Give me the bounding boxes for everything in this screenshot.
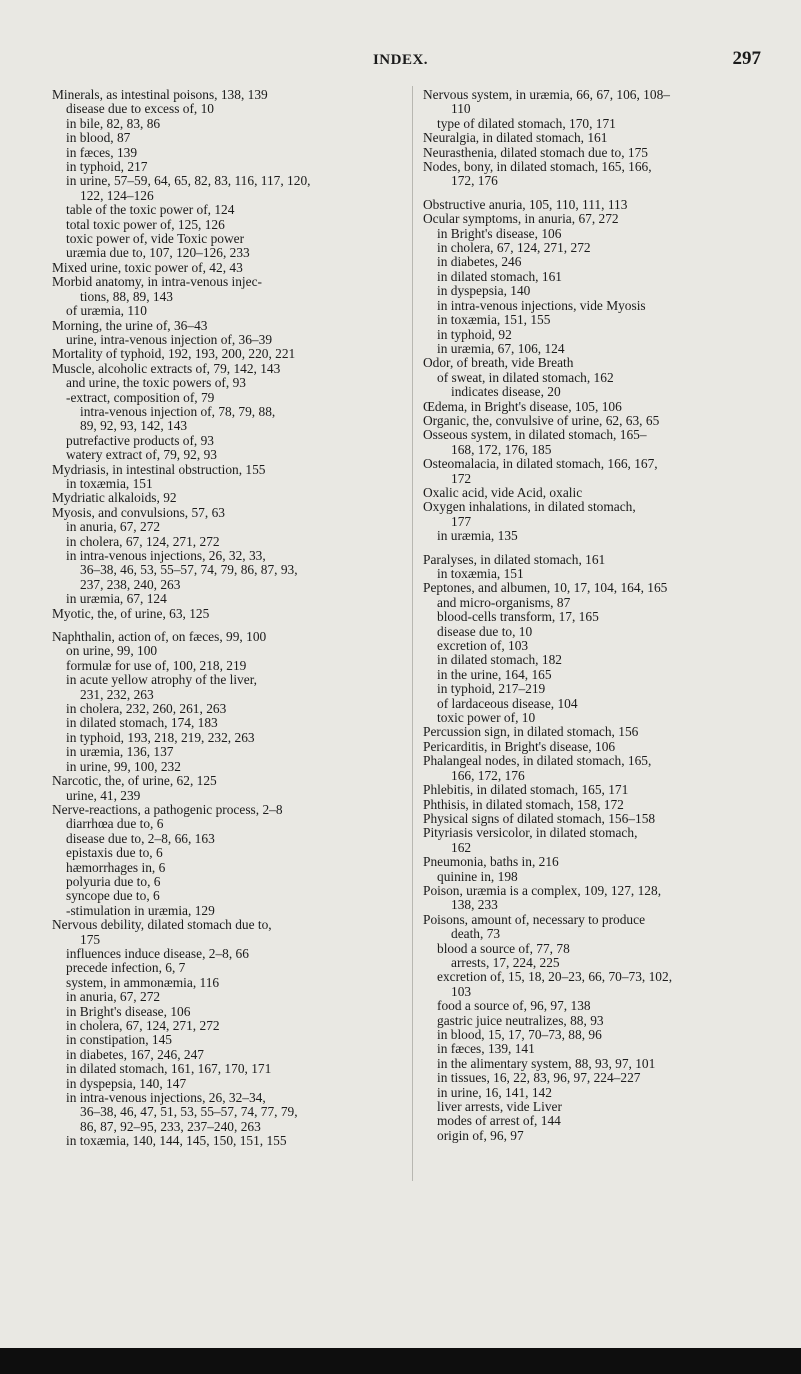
index-subentry: death, 73 bbox=[451, 926, 501, 942]
index-entry: Nerve-reactions, a pathogenic process, 2–8 bbox=[52, 801, 283, 817]
index-subentry: 237, 238, 240, 263 bbox=[80, 576, 181, 592]
index-subentry: 172 bbox=[451, 470, 472, 486]
index-entry: Mydriasis, in intestinal obstruction, 155 bbox=[52, 461, 266, 477]
index-entry: Poisons, amount of, necessary to produce bbox=[423, 911, 646, 927]
index-subentry: disease due to, 10 bbox=[437, 623, 533, 639]
index-subentry: in Bright's disease, 106 bbox=[437, 225, 562, 241]
index-subentry: in urine, 16, 141, 142 bbox=[437, 1084, 552, 1100]
index-subentry: disease due to, 2–8, 66, 163 bbox=[66, 830, 215, 846]
index-subentry: -stimulation in uræmia, 129 bbox=[66, 902, 215, 918]
index-entry: Mydriatic alkaloids, 92 bbox=[52, 490, 177, 506]
index-entry: Poison, uræmia is a complex, 109, 127, 128, bbox=[423, 882, 662, 898]
index-subentry: formulæ for use of, 100, 218, 219 bbox=[66, 657, 247, 673]
index-entry: Myotic, the, of urine, 63, 125 bbox=[52, 605, 210, 621]
index-subentry: gastric juice neutralizes, 88, 93 bbox=[437, 1012, 604, 1028]
index-subentry: in cholera, 232, 260, 261, 263 bbox=[66, 701, 227, 717]
index-subentry: quinine in, 198 bbox=[437, 868, 518, 884]
index-subentry: in uræmia, 67, 106, 124 bbox=[437, 340, 565, 356]
index-subentry: in urine, 99, 100, 232 bbox=[66, 758, 181, 774]
index-subentry: of sweat, in dilated stomach, 162 bbox=[437, 369, 614, 385]
index-subentry: in dyspepsia, 140 bbox=[437, 283, 531, 299]
index-subentry: modes of arrest of, 144 bbox=[437, 1113, 561, 1129]
index-subentry: in intra-venous injections, vide Myosis bbox=[437, 297, 646, 313]
index-subentry: in cholera, 67, 124, 271, 272 bbox=[66, 1018, 220, 1033]
index-subentry: in fæces, 139 bbox=[66, 144, 138, 160]
index-subentry: in toxæmia, 140, 144, 145, 150, 151, 155 bbox=[66, 1133, 287, 1149]
index-entry: Mixed urine, toxic power of, 42, 43 bbox=[52, 259, 243, 275]
index-subentry: type of dilated stomach, 170, 171 bbox=[437, 115, 616, 131]
index-subentry: in bile, 82, 83, 86 bbox=[66, 115, 161, 131]
index-entry: Peptones, and albumen, 10, 17, 104, 164, 165 bbox=[423, 580, 668, 596]
index-subentry: in Bright's disease, 106 bbox=[66, 1003, 191, 1019]
index-entry: Odor, of breath, vide Breath bbox=[423, 355, 574, 371]
index-subentry: 89, 92, 93, 142, 143 bbox=[80, 418, 188, 434]
index-subentry: in anuria, 67, 272 bbox=[66, 989, 161, 1005]
index-subentry: of uræmia, 110 bbox=[66, 303, 147, 319]
index-entry: Nodes, bony, in dilated stomach, 165, 166, bbox=[423, 159, 652, 175]
column-divider bbox=[412, 86, 413, 1181]
index-subentry: 103 bbox=[451, 983, 472, 999]
page-header bbox=[0, 48, 801, 82]
index-subentry: indicates disease, 20 bbox=[451, 384, 561, 400]
index-subentry: in the alimentary system, 88, 93, 97, 101 bbox=[437, 1055, 656, 1071]
index-entry: Osteomalacia, in dilated stomach, 166, 167, bbox=[423, 456, 658, 472]
index-subentry: 110 bbox=[451, 101, 471, 117]
index-entry: Obstructive anuria, 105, 110, 111, 113 bbox=[423, 196, 628, 212]
index-subentry: 36–38, 46, 53, 55–57, 74, 79, 86, 87, 93, bbox=[80, 562, 298, 578]
index-subentry: 36–38, 46, 47, 51, 53, 55–57, 74, 77, 79, bbox=[80, 1104, 298, 1120]
index-entry: Pericarditis, in Bright's disease, 106 bbox=[423, 738, 616, 754]
index-subentry: on urine, 99, 100 bbox=[66, 643, 158, 659]
index-subentry: in typhoid, 217 bbox=[66, 159, 148, 175]
index-subentry: in typhoid, 217–219 bbox=[437, 681, 546, 697]
index-subentry: hæmorrhages in, 6 bbox=[66, 859, 166, 875]
index-subentry: in the urine, 164, 165 bbox=[437, 666, 552, 682]
index-subentry: blood a source of, 77, 78 bbox=[437, 940, 570, 956]
index-entry: Ocular symptoms, in anuria, 67, 272 bbox=[423, 211, 619, 227]
index-entry: Naphthalin, action of, on fæces, 99, 100 bbox=[52, 629, 267, 645]
index-subentry: liver arrests, vide Liver bbox=[437, 1099, 562, 1115]
index-subentry: 175 bbox=[80, 931, 101, 947]
index-subentry: in typhoid, 92 bbox=[437, 326, 512, 342]
index-subentry: polyuria due to, 6 bbox=[66, 873, 161, 889]
index-subentry: -extract, composition of, 79 bbox=[66, 389, 215, 405]
index-subentry: and urine, the toxic powers of, 93 bbox=[66, 375, 246, 391]
index-entry: Neuralgia, in dilated stomach, 161 bbox=[423, 130, 608, 146]
index-subentry: toxic power of, vide Toxic power bbox=[66, 231, 245, 247]
index-entry: Phthisis, in dilated stomach, 158, 172 bbox=[423, 796, 624, 812]
index-subentry: in cholera, 67, 124, 271, 272 bbox=[66, 533, 220, 549]
index-subentry: in anuria, 67, 272 bbox=[66, 519, 161, 535]
index-entry: Minerals, as intestinal poisons, 138, 139 bbox=[52, 87, 268, 102]
index-subentry: and micro-organisms, 87 bbox=[437, 594, 571, 610]
index-entry: Organic, the, convulsive of urine, 62, 63, 65 bbox=[423, 412, 660, 428]
index-subentry: toxic power of, 10 bbox=[437, 710, 536, 726]
index-entry: Physical signs of dilated stomach, 156–158 bbox=[423, 810, 656, 826]
index-subentry: uræmia due to, 107, 120–126, 233 bbox=[66, 245, 250, 261]
index-subentry: in uræmia, 136, 137 bbox=[66, 744, 174, 760]
index-subentry: in fæces, 139, 141 bbox=[437, 1041, 535, 1057]
index-subentry: urine, intra-venous injection of, 36–39 bbox=[66, 331, 273, 347]
index-subentry: in toxæmia, 151 bbox=[66, 475, 153, 491]
index-subentry: of lardaceous disease, 104 bbox=[437, 695, 578, 711]
index-entry: Phlebitis, in dilated stomach, 165, 171 bbox=[423, 782, 629, 798]
index-subentry: in urine, 57–59, 64, 65, 82, 83, 116, 117, 120, bbox=[66, 173, 311, 189]
index-subentry: in dilated stomach, 182 bbox=[437, 652, 562, 668]
index-subentry: in constipation, 145 bbox=[66, 1032, 173, 1048]
index-subentry: in typhoid, 193, 218, 219, 232, 263 bbox=[66, 729, 255, 745]
index-entry: Myosis, and convulsions, 57, 63 bbox=[52, 504, 225, 520]
index-subentry: in toxæmia, 151, 155 bbox=[437, 312, 551, 328]
index-subentry: excretion of, 15, 18, 20–23, 66, 70–73, 102, bbox=[437, 969, 673, 985]
index-subentry: in dyspepsia, 140, 147 bbox=[66, 1075, 187, 1091]
index-entry: Phalangeal nodes, in dilated stomach, 165, bbox=[423, 753, 652, 769]
index-subentry: in diabetes, 167, 246, 247 bbox=[66, 1046, 204, 1062]
index-subentry: table of the toxic power of, 124 bbox=[66, 202, 235, 218]
running-title: INDEX. bbox=[372, 52, 429, 68]
index-subentry: disease due to excess of, 10 bbox=[66, 101, 214, 117]
index-subentry: syncope due to, 6 bbox=[66, 888, 160, 904]
index-subentry: epistaxis due to, 6 bbox=[66, 845, 163, 861]
index-subentry: food a source of, 96, 97, 138 bbox=[437, 998, 591, 1014]
index-subentry: origin of, 96, 97 bbox=[437, 1127, 524, 1143]
index-entry: Oxygen inhalations, in dilated stomach, bbox=[423, 499, 636, 515]
index-entry: Pityriasis versicolor, in dilated stomach, bbox=[423, 825, 638, 841]
index-subentry: 122, 124–126 bbox=[80, 187, 154, 203]
index-subentry: urine, 41, 239 bbox=[66, 787, 141, 803]
index-column-left bbox=[52, 88, 404, 1149]
index-entry: Oxalic acid, vide Acid, oxalic bbox=[423, 484, 583, 500]
index-subentry: in dilated stomach, 174, 183 bbox=[66, 715, 218, 731]
index-column-right bbox=[423, 88, 769, 1143]
index-subentry: blood-cells transform, 17, 165 bbox=[437, 609, 599, 625]
index-entry: Paralyses, in dilated stomach, 161 bbox=[423, 551, 606, 567]
index-subentry: 138, 233 bbox=[451, 897, 498, 913]
index-subentry: in diabetes, 246 bbox=[437, 254, 522, 270]
index-subentry: excretion of, 103 bbox=[437, 638, 529, 654]
index-subentry: in uræmia, 135 bbox=[437, 528, 518, 544]
index-subentry: in uræmia, 67, 124 bbox=[66, 591, 167, 607]
index-subentry: 168, 172, 176, 185 bbox=[451, 441, 552, 457]
index-subentry: putrefactive products of, 93 bbox=[66, 432, 214, 448]
index-subentry: intra-venous injection of, 78, 79, 88, bbox=[80, 403, 276, 419]
index-subentry: influences induce disease, 2–8, 66 bbox=[66, 945, 249, 961]
index-entry: Pneumonia, baths in, 216 bbox=[423, 854, 559, 870]
index-entry: Neurasthenia, dilated stomach due to, 175 bbox=[423, 144, 648, 160]
index-subentry: total toxic power of, 125, 126 bbox=[66, 216, 225, 232]
index-subentry: tions, 88, 89, 143 bbox=[80, 288, 173, 304]
index-entry: Morning, the urine of, 36–43 bbox=[52, 317, 208, 333]
index-subentry: system, in ammonæmia, 116 bbox=[66, 974, 220, 990]
index-subentry: in blood, 15, 17, 70–73, 88, 96 bbox=[437, 1027, 602, 1042]
index-subentry: diarrhœa due to, 6 bbox=[66, 816, 164, 832]
index-subentry: watery extract of, 79, 92, 93 bbox=[66, 447, 217, 463]
index-subentry: 86, 87, 92–95, 233, 237–240, 263 bbox=[80, 1118, 261, 1134]
index-subentry: 162 bbox=[451, 839, 472, 855]
index-entry: Morbid anatomy, in intra-venous injec- bbox=[52, 274, 262, 290]
index-subentry: 172, 176 bbox=[451, 173, 498, 189]
scan-edge-band bbox=[0, 1348, 801, 1374]
index-entry: Narcotic, the, of urine, 62, 125 bbox=[52, 773, 217, 789]
index-subentry: in cholera, 67, 124, 271, 272 bbox=[437, 240, 591, 256]
index-subentry: in dilated stomach, 161 bbox=[437, 268, 562, 284]
index-entry: Mortality of typhoid, 192, 193, 200, 220, 221 bbox=[52, 346, 296, 362]
index-subentry: in intra-venous injections, 26, 32, 33, bbox=[66, 548, 266, 563]
index-entry: Œdema, in Bright's disease, 105, 106 bbox=[423, 398, 622, 414]
index-subentry: in blood, 87 bbox=[66, 130, 131, 146]
index-entry: Muscle, alcoholic extracts of, 79, 142, 143 bbox=[52, 360, 281, 376]
index-entry: Nervous system, in uræmia, 66, 67, 106, 108– bbox=[423, 87, 670, 102]
index-subentry: arrests, 17, 224, 225 bbox=[451, 954, 560, 970]
index-subentry: in acute yellow atrophy of the liver, bbox=[66, 672, 257, 688]
index-entry: Osseous system, in dilated stomach, 165– bbox=[423, 427, 647, 443]
index-subentry: in tissues, 16, 22, 83, 96, 97, 224–227 bbox=[437, 1070, 641, 1086]
index-subentry: in intra-venous injections, 26, 32–34, bbox=[66, 1090, 266, 1106]
index-subentry: 166, 172, 176 bbox=[451, 767, 525, 783]
index-subentry: in toxæmia, 151 bbox=[437, 566, 524, 581]
index-subentry: 231, 232, 263 bbox=[80, 686, 154, 702]
index-subentry: precede infection, 6, 7 bbox=[66, 960, 186, 976]
index-entry: Percussion sign, in dilated stomach, 156 bbox=[423, 724, 639, 740]
page-number: 297 bbox=[732, 48, 761, 69]
index-entry: Nervous debility, dilated stomach due to, bbox=[52, 917, 272, 933]
index-subentry: 177 bbox=[451, 513, 472, 529]
index-subentry: in dilated stomach, 161, 167, 170, 171 bbox=[66, 1061, 272, 1077]
